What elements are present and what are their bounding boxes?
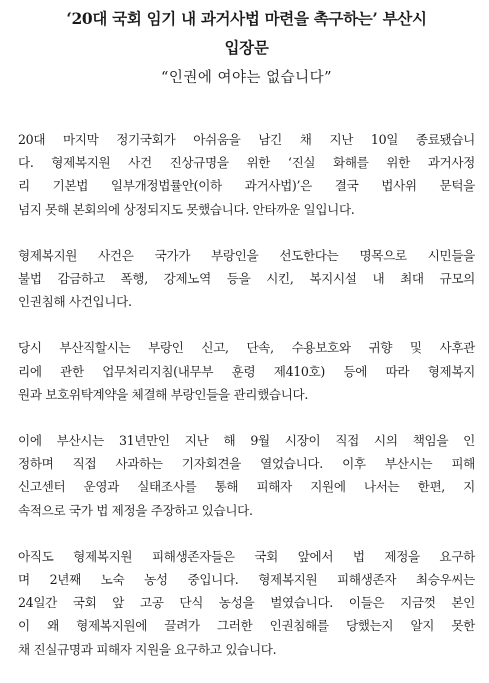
- paragraph-2-line-1: 형제복지원 사건은 국가가 부랑인을 선도한다는 명목으로 시민들을: [18, 247, 475, 263]
- paragraph-3: [18, 336, 475, 406]
- paragraph-3-line-3: 원과 보호위탁계약을 체결해 부랑인들을 관리했습니다.: [18, 386, 309, 402]
- title-line-1: ‘20대 국회 임기 내 과거사법 마련을 촉구하는’ 부산시: [66, 9, 427, 28]
- paragraph-1-line-4: 넘지 못해 본회의에 상정되지도 못했습니다. 안타까운 일입니다.: [18, 201, 355, 217]
- paragraph-5-line-5: 채 진실규명과 피해자 지원을 요구하고 있습니다.: [18, 641, 277, 657]
- paragraph-5: [18, 545, 475, 661]
- paragraph-2: [18, 244, 475, 314]
- paragraph-1: [18, 128, 475, 221]
- paragraph-4-line-4: 속적으로 국가 법 제정을 주장하고 있습니다.: [18, 502, 253, 518]
- paragraph-1-line-2: 다. 형제복지원 사건 진상규명을 위한 ‘진실 화해를 위한 과거사정: [18, 155, 475, 171]
- paragraph-4-line-1: 이에 부산시는 31년만인 지난 해 9월 시장이 직접 시의 책임을 인: [18, 433, 475, 449]
- paragraph-2-line-3: 인권침해 사건입니다.: [18, 294, 132, 310]
- paragraph-4: [18, 429, 475, 522]
- paragraph-2-line-2: 불법 감금하고 폭행, 강제노역 등을 시킨, 복지시설 내 최대 규모의: [18, 271, 475, 287]
- paragraph-3-line-1: 당시 부산직할시는 부랑인 신고, 단속, 수용보호와 귀향 및 사후관: [18, 340, 475, 356]
- paragraph-3-line-2: 리에 관한 업무처리지침(내무부 훈령 제410호) 등에 따라 형제복지: [18, 363, 475, 379]
- paragraph-5-line-2: 며 2년째 노숙 농성 중입니다. 형제복지원 피해생존자 최승우씨는: [18, 572, 475, 588]
- paragraph-4-line-3: 신고센터 운영과 실태조사를 통해 피해자 지원에 나서는 한편, 지: [18, 479, 475, 495]
- document-body: [18, 128, 475, 661]
- paragraph-5-line-4: 이 왜 형제복지원에 끌려가 그러한 인권침해를 당했는지 알지 못한: [18, 618, 475, 634]
- title-line-2: 입장문: [224, 38, 269, 57]
- document-title: [18, 4, 475, 62]
- paragraph-1-line-3: 리 기본법 일부개정법률안(이하 과거사법)’은 결국 법사위 문턱을: [18, 178, 475, 194]
- paragraph-5-line-3: 24일간 국회 앞 고공 단식 농성을 벌였습니다. 이들은 지금껏 본인: [18, 595, 475, 611]
- paragraph-4-line-2: 정하며 직접 사과하는 기자회견을 열었습니다. 이후 부산시는 피해: [18, 456, 475, 472]
- document-subtitle: “인권에 여야는 없습니다”: [160, 70, 333, 86]
- paragraph-1-line-1: 20대 마지막 정기국회가 아쉬움을 남긴 채 지난 10일 종료됐습니: [18, 132, 475, 147]
- paragraph-5-line-1: 아직도 형제복지원 피해생존자들은 국회 앞에서 법 제정을 요구하: [18, 548, 475, 564]
